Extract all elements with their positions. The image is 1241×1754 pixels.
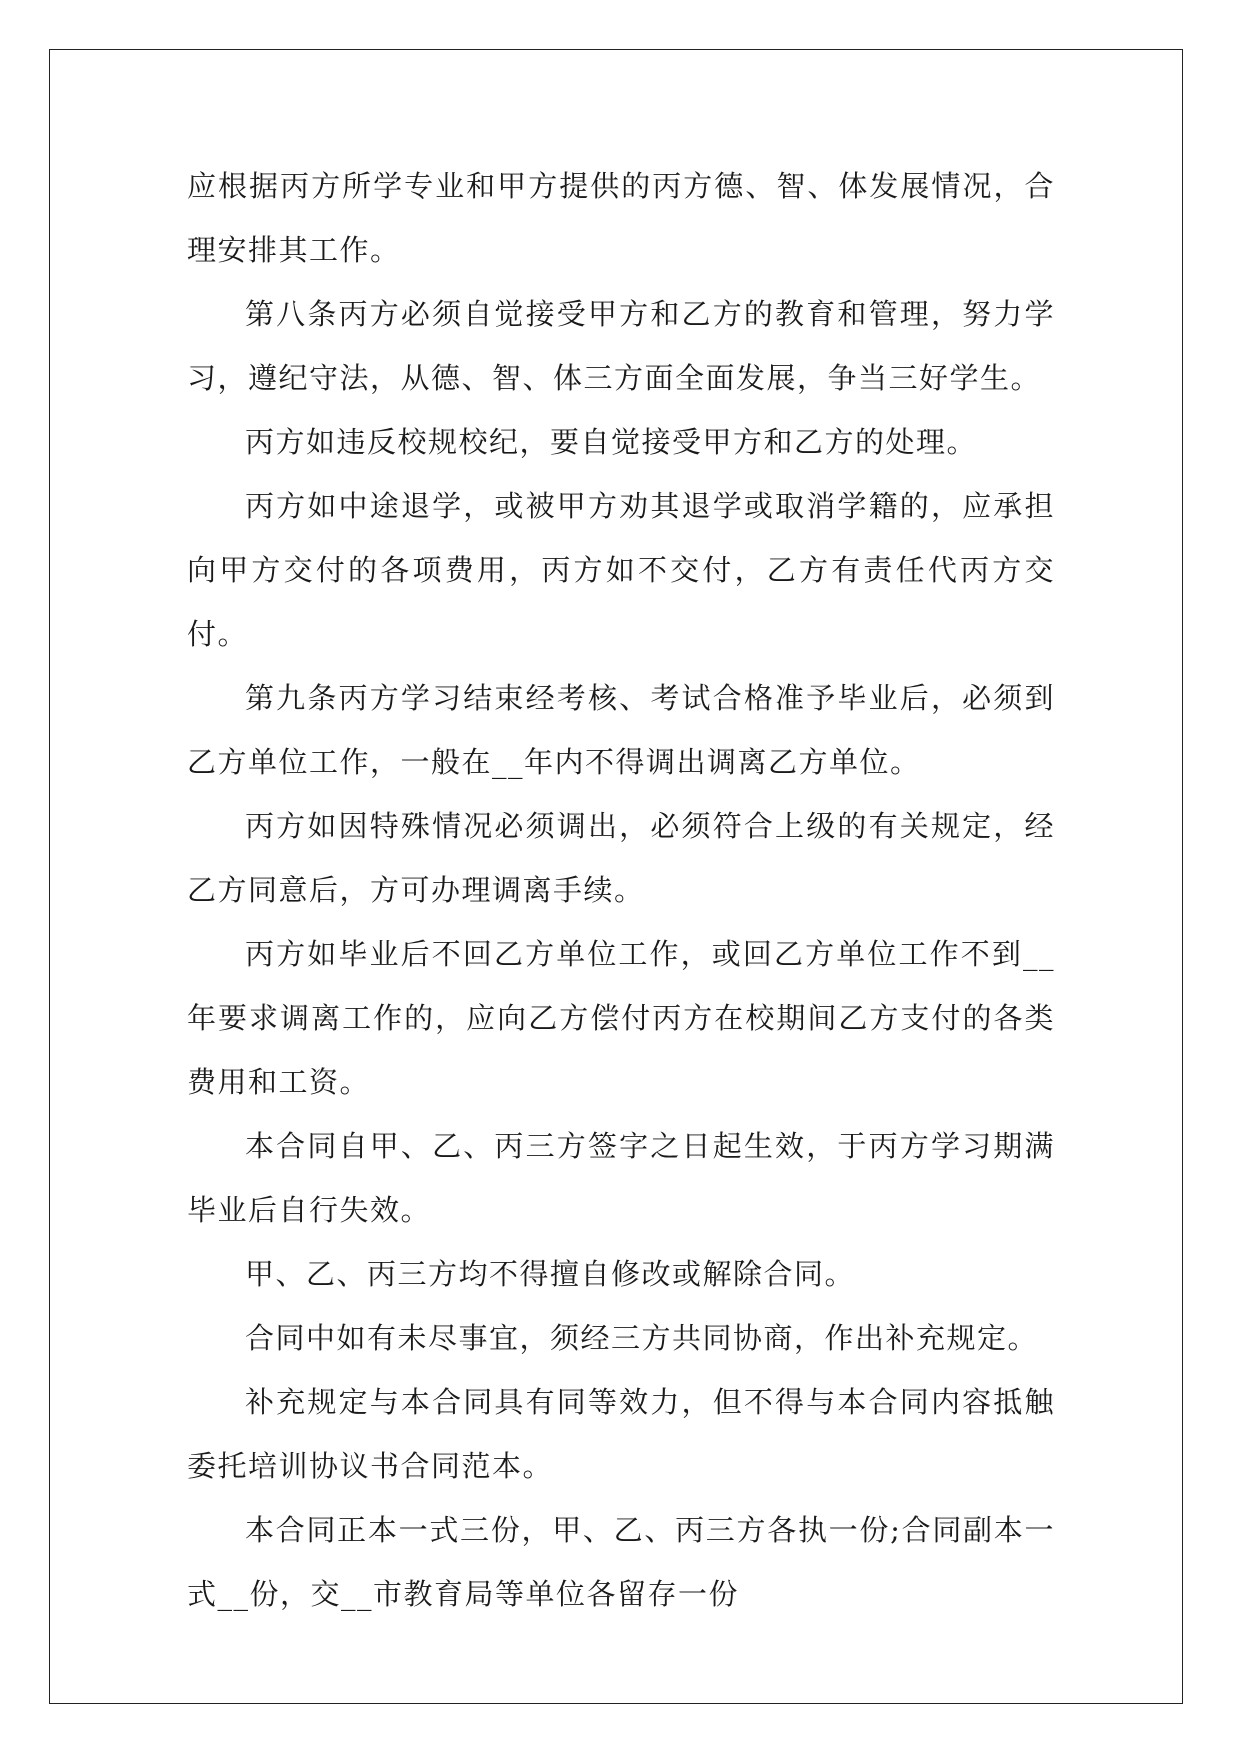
paragraph-copies: 本合同正本一式三份，甲、乙、丙三方各执一份;合同副本一式__份，交__市教育局等单位各留存一份 xyxy=(187,1513,1055,1611)
paragraph-no-modification: 甲、乙、丙三方均不得擅自修改或解除合同。 xyxy=(245,1257,856,1291)
document-body xyxy=(187,154,1055,1626)
paragraph-supplement: 补充规定与本合同具有同等效力，但不得与本合同内容抵触委托培训协议书合同范本。 xyxy=(187,1385,1055,1483)
paragraph-unresolved: 合同中如有未尽事宜，须经三方共同协商，作出补充规定。 xyxy=(245,1321,1039,1355)
paragraph-transfer: 丙方如因特殊情况必须调出，必须符合上级的有关规定，经乙方同意后，方可办理调离手续。 xyxy=(187,809,1055,907)
paragraph-article-9: 第九条丙方学习结束经考核、考试合格准予毕业后，必须到乙方单位工作，一般在__年内不得调出调离乙方单位。 xyxy=(187,681,1055,779)
paragraph-continuation: 应根据丙方所学专业和甲方提供的丙方德、智、体发展情况，合理安排其工作。 xyxy=(187,169,1055,267)
paragraph-compensation: 丙方如毕业后不回乙方单位工作，或回乙方单位工作不到__年要求调离工作的，应向乙方偿付丙方在校期间乙方支付的各类费用和工资。 xyxy=(187,937,1055,1099)
paragraph-discipline: 丙方如违反校规校纪，要自觉接受甲方和乙方的处理。 xyxy=(245,425,978,459)
paragraph-article-8: 第八条丙方必须自觉接受甲方和乙方的教育和管理，努力学习，遵纪守法，从德、智、体三方面全面发展，争当三好学生。 xyxy=(187,297,1055,395)
paragraph-effective: 本合同自甲、乙、丙三方签字之日起生效，于丙方学习期满毕业后自行失效。 xyxy=(187,1129,1055,1227)
paragraph-withdrawal: 丙方如中途退学，或被甲方劝其退学或取消学籍的，应承担向甲方交付的各项费用，丙方如不交付，乙方有责任代丙方交付。 xyxy=(187,489,1055,651)
